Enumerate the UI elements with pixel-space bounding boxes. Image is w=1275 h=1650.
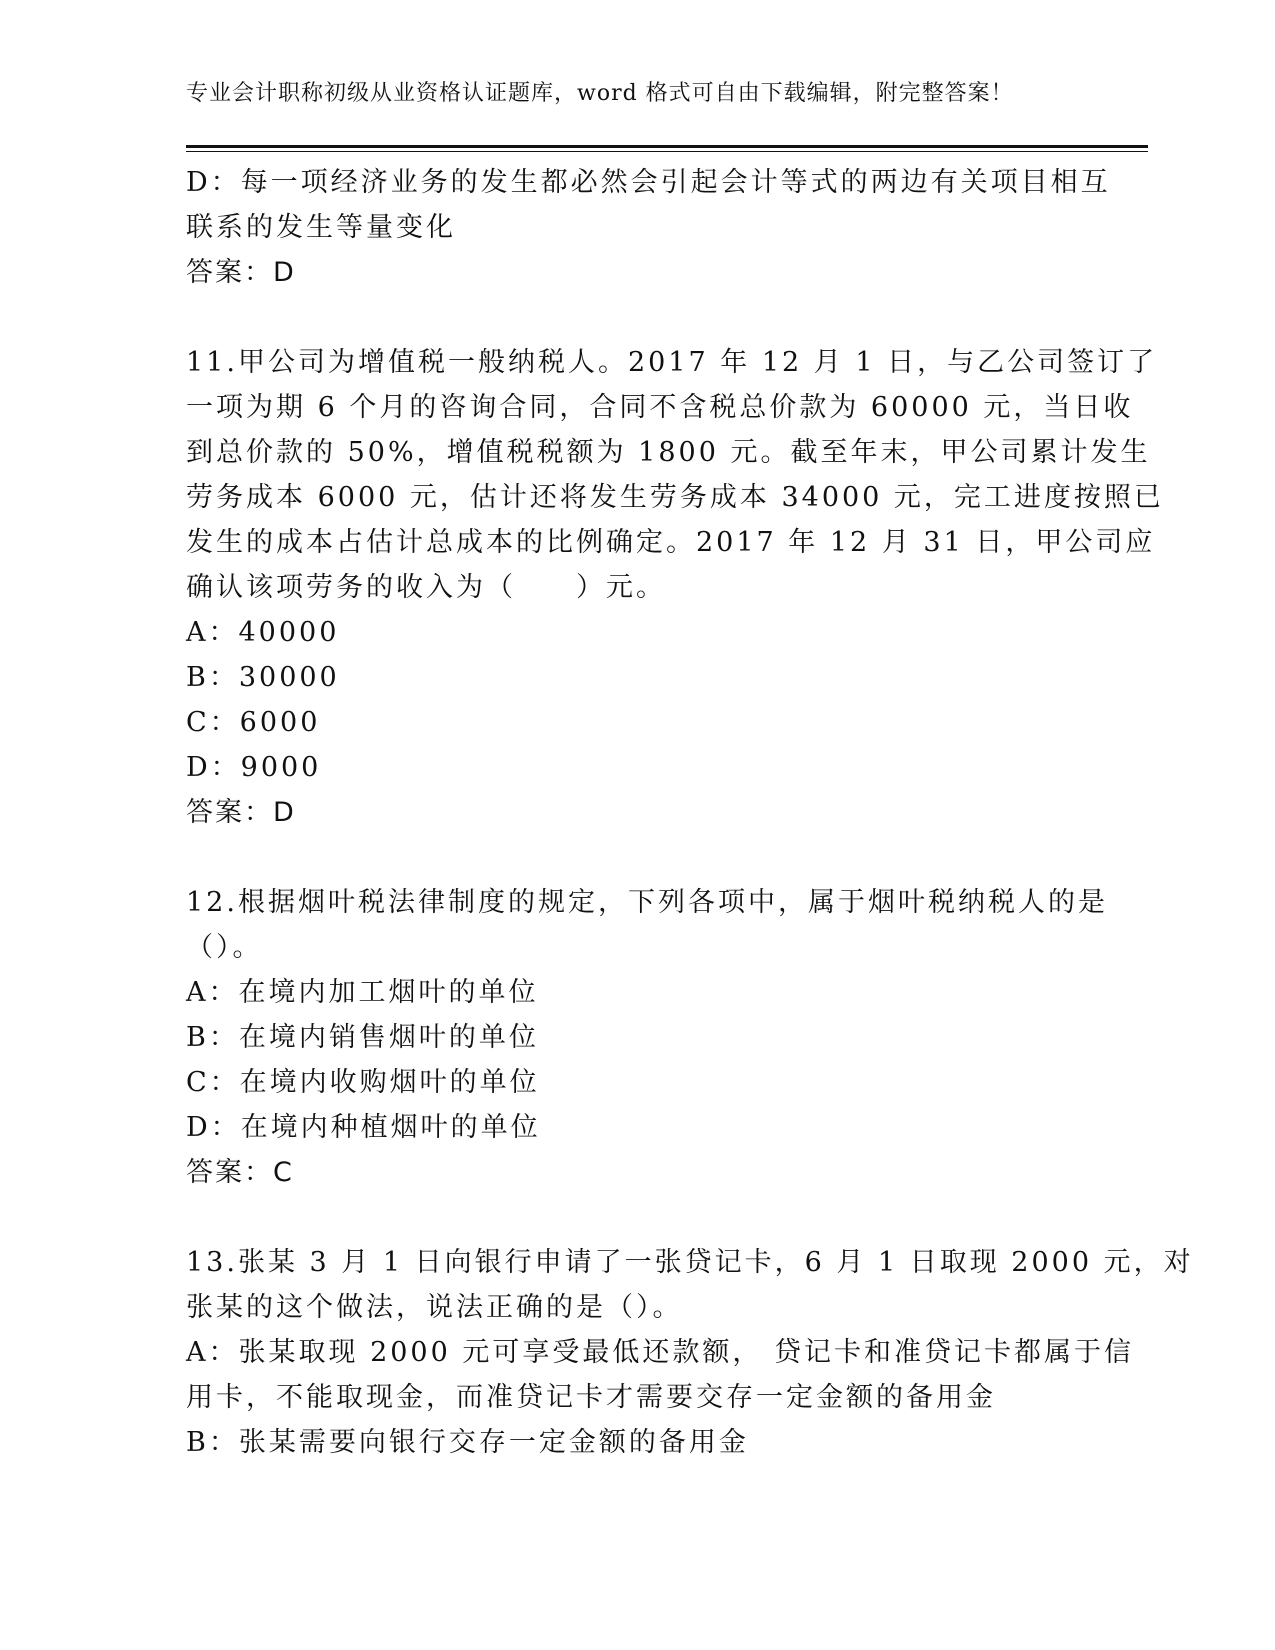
prev-option-d-line1: D：每一项经济业务的发生都必然会引起会计等式的两边有关项目相互	[186, 167, 1111, 198]
q11-stem-line: 发生的成本占估计总成本的比例确定。2017 年 12 月 31 日，甲公司应	[186, 527, 1156, 558]
header-rule-thick	[186, 145, 1148, 148]
page-header: 专业会计职称初级从业资格认证题库，word 格式可自由下载编辑，附完整答案！	[186, 81, 1014, 106]
q13-option-b: B：张某需要向银行交存一定金额的备用金	[186, 1427, 749, 1458]
q13-stem-line: 张某的这个做法，说法正确的是（）。	[186, 1292, 683, 1323]
spacer	[186, 1195, 1076, 1240]
q12-option-c: C：在境内收购烟叶的单位	[186, 1067, 540, 1098]
q12-option-d: D：在境内种植烟叶的单位	[186, 1112, 541, 1143]
q12-option-b: B：在境内销售烟叶的单位	[186, 1022, 539, 1053]
q12-stem-line: 12.根据烟叶税法律制度的规定，下列各项中，属于烟叶税纳税人的是	[186, 887, 1108, 918]
q11-stem-line: 劳务成本 6000 元，估计还将发生劳务成本 34000 元，完工进度按照已	[186, 482, 1164, 513]
prev-answer: 答案：D	[186, 257, 296, 288]
q11-option-c: C：6000	[186, 707, 321, 738]
q13-stem-line: 13.张某 3 月 1 日向银行申请了一张贷记卡，6 月 1 日取现 2000 元，对	[186, 1247, 1194, 1278]
spacer	[186, 835, 1076, 880]
q11-stem-line: 到总价款的 50%，增值税税额为 1800 元。截至年末，甲公司累计发生	[186, 437, 1151, 468]
prev-option-d-line2: 联系的发生等量变化	[186, 212, 456, 243]
q12-answer: 答案：C	[186, 1157, 294, 1188]
q11-stem-line: 确认该项劳务的收入为（ ）元。	[186, 572, 666, 603]
spacer	[186, 295, 1076, 340]
question-content	[186, 160, 1194, 1465]
q13-option-a-line2: 用卡，不能取现金，而准贷记卡才需要交存一定金额的备用金	[186, 1382, 996, 1413]
q12-stem-line: （）。	[186, 932, 263, 963]
q11-stem-line: 一项为期 6 个月的咨询合同，合同不含税总价款为 60000 元，当日收	[186, 392, 1134, 423]
q12-option-a: A：在境内加工烟叶的单位	[186, 977, 539, 1008]
q11-stem-line: 11.甲公司为增值税一般纳税人。2017 年 12 月 1 日，与乙公司签订了	[186, 347, 1158, 378]
q11-option-b: B：30000	[186, 662, 340, 693]
q11-option-d: D：9000	[186, 752, 322, 783]
q11-option-a: A：40000	[186, 617, 340, 648]
header-rule-thin	[186, 151, 1148, 152]
q13-option-a-line1: A：张某取现 2000 元可享受最低还款额， 贷记卡和准贷记卡都属于信	[186, 1337, 1134, 1368]
q11-answer: 答案：D	[186, 797, 296, 828]
